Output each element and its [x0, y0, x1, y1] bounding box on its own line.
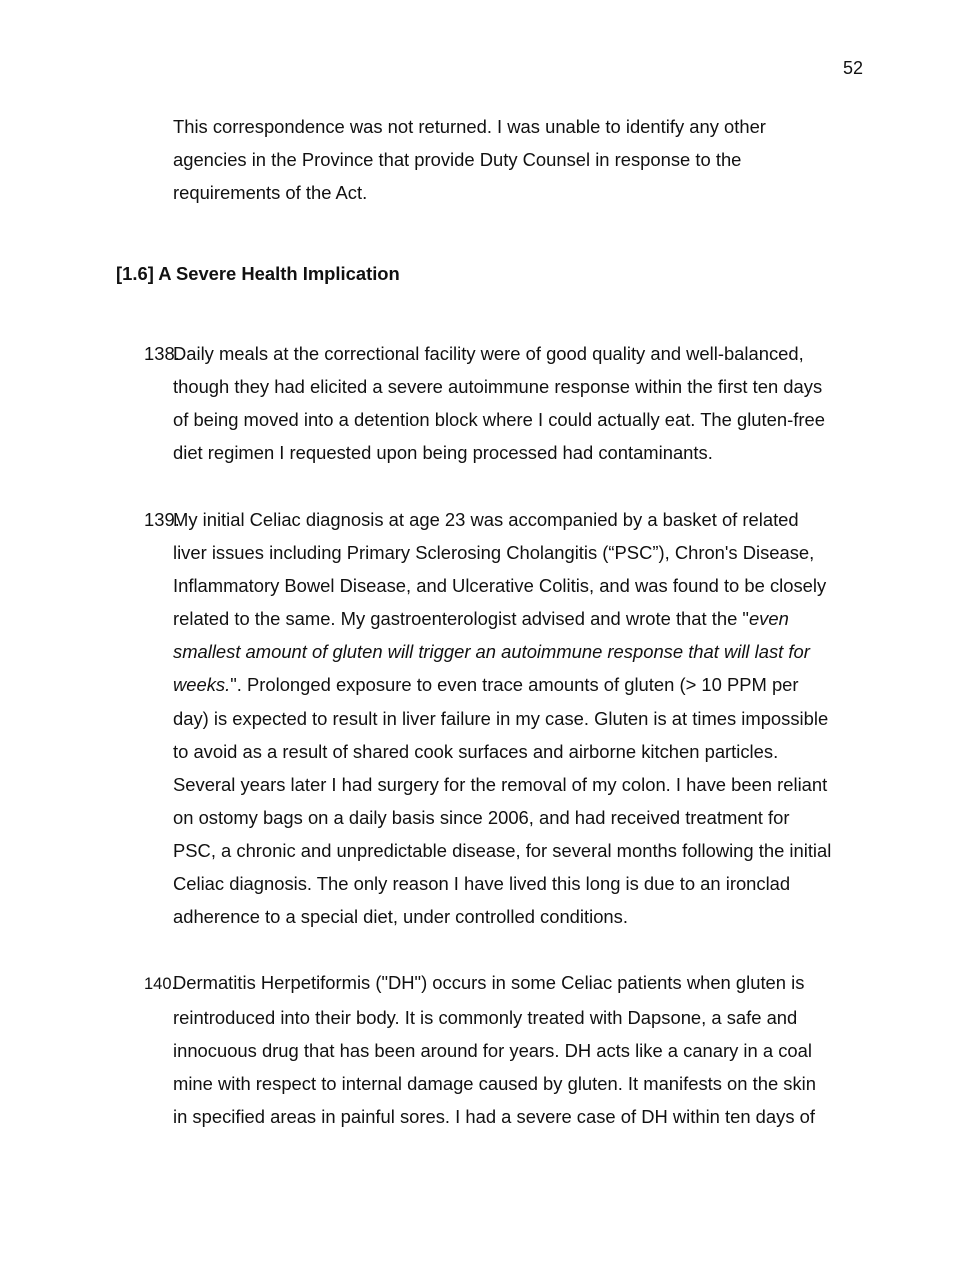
- text-line: Daily meals at the correctional facility were of good quality and well-balanced,: [173, 343, 804, 364]
- text-line: Celiac diagnosis. The only reason I have lived this long is due to an ironclad: [173, 873, 791, 895]
- page-number: 52: [842, 58, 863, 78]
- text-line: Inflammatory Bowel Disease, and Ulcerative Colitis, and was found to be closely: [173, 575, 827, 597]
- quoted-text: weeks.: [173, 674, 231, 696]
- text-line: adherence to a special diet, under controlled conditions.: [173, 906, 628, 928]
- text-line: This correspondence was not returned. I was unable to identify any other: [173, 116, 766, 137]
- numbered-paragraph-138: [144, 337, 873, 469]
- text-line: to avoid as a result of shared cook surfaces and airborne kitchen particles.: [173, 740, 779, 762]
- text-line: day) is expected to result in liver failure in my case. Gluten is at times impossible: [173, 707, 829, 729]
- text-line: innocuous drug that has been around for years. DH acts like a canary in a coal: [173, 1040, 812, 1062]
- quoted-text: even: [748, 608, 789, 630]
- text-line: Several years later I had surgery for the removal of my colon. I have been reliant: [173, 773, 828, 795]
- text-line: Dermatitis Herpetiformis ("DH") occurs in some Celiac patients when gluten is: [173, 972, 805, 993]
- intro-paragraph: [173, 110, 873, 209]
- paragraph-number: 139.: [144, 509, 180, 530]
- text-line: in specified areas in painful sores. I had a severe case of DH within ten days of: [173, 1106, 815, 1128]
- text-line: ". Prolonged exposure to even trace amounts of gluten (> 10 PPM per: [230, 674, 799, 696]
- text-line: PSC, a chronic and unpredictable disease, for several months following the initial: [173, 839, 832, 861]
- quoted-text: smallest amount of gluten will trigger an autoimmune response that will last for: [173, 641, 810, 663]
- text-line: mine with respect to internal damage caused by gluten. It manifests on the skin: [173, 1073, 816, 1095]
- text-line: related to the same. My gastroenterologist advised and wrote that the ": [173, 608, 749, 630]
- text-line: requirements of the Act.: [173, 182, 368, 204]
- text-line: liver issues including Primary Sclerosing Cholangitis (“PSC”), Chron's Disease,: [173, 542, 815, 564]
- text-line: though they had elicited a severe autoimmune response within the first ten days: [173, 376, 823, 398]
- numbered-paragraph-140: [144, 966, 873, 1133]
- text-line: of being moved into a detention block where I could actually eat. The gluten-free: [173, 409, 825, 431]
- section-heading: [1.6] A Severe Health Implication: [116, 263, 400, 284]
- text-line: on ostomy bags on a daily basis since 2006, and had received treatment for: [173, 806, 790, 828]
- text-line: agencies in the Province that provide Duty Counsel in response to the: [173, 149, 742, 171]
- numbered-paragraph-139: [144, 503, 873, 933]
- text-line: My initial Celiac diagnosis at age 23 was accompanied by a basket of related: [173, 509, 799, 530]
- paragraph-number: 138.: [144, 343, 180, 364]
- paragraph-number: 140.: [144, 975, 177, 993]
- text-line: diet regimen I requested upon being processed had contaminants.: [173, 442, 713, 464]
- text-line: reintroduced into their body. It is commonly treated with Dapsone, a safe and: [173, 1007, 798, 1029]
